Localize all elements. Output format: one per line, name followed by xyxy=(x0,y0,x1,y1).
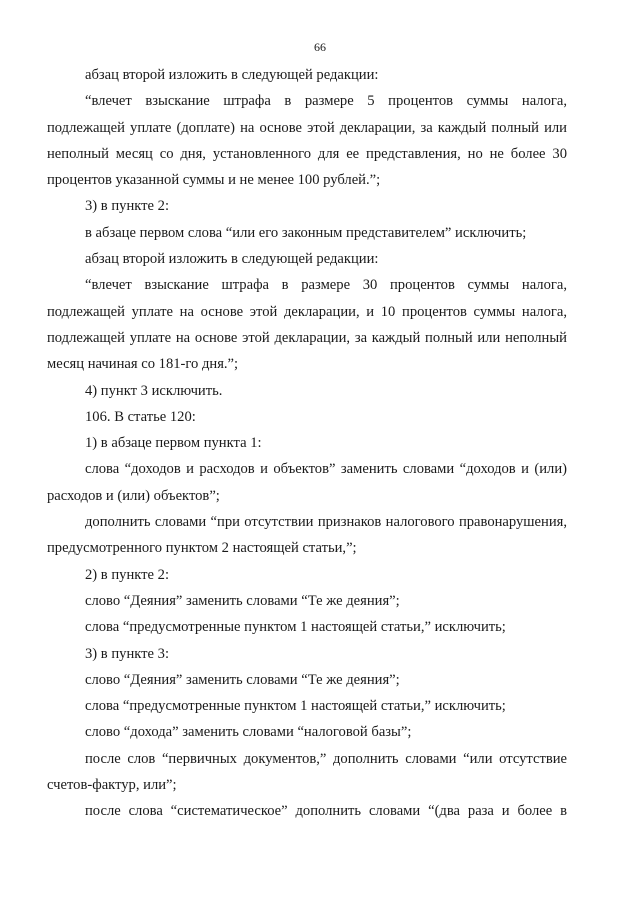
paragraph: 106. В статье 120: xyxy=(85,408,196,425)
paragraph: “влечет взыскание штрафа в размере 30 процентов суммы налога, подлежащей уплате на основе этой декларации, и 10 процентов суммы налога, подлежащей уплате на основе этой декларации, за каждый полный или неполный месяц начиная со 181-го дня.”; xyxy=(47,277,567,373)
paragraph: 4) пункт 3 исключить. xyxy=(85,382,223,399)
paragraph: 2) в пункте 2: xyxy=(85,566,170,583)
paragraph: в абзаце первом слова “или его законным представителем” исключить; xyxy=(85,224,527,241)
paragraph: слово “Деяния” заменить словами “Те же деяния”; xyxy=(85,592,400,609)
paragraph: 3) в пункте 3: xyxy=(85,645,170,662)
paragraph: абзац второй изложить в следующей редакции: xyxy=(85,251,379,268)
paragraph: после слова “систематическое” дополнить словами “(два раза и более в xyxy=(85,803,567,820)
page-number: 66 xyxy=(314,40,326,54)
paragraph: слово “Деяния” заменить словами “Те же деяния”; xyxy=(85,671,400,688)
document-body xyxy=(47,62,567,825)
paragraph: 3) в пункте 2: xyxy=(85,198,170,215)
paragraph: слова “доходов и расходов и объектов” заменить словами “доходов и (или) расходов и (или) объектов”; xyxy=(47,461,567,504)
paragraph: абзац второй изложить в следующей редакции: xyxy=(85,67,379,83)
paragraph: слова “предусмотренные пунктом 1 настоящей статьи,” исключить; xyxy=(85,698,506,715)
paragraph: дополнить словами “при отсутствии признаков налогового правонарушения, предусмотренного пунктом 2 настоящей статьи,”; xyxy=(47,514,567,557)
paragraph: “влечет взыскание штрафа в размере 5 процентов суммы налога, подлежащей уплате (доплате) на основе этой декларации, за каждый полный или неполный месяц со дня, установленного для ее представления, но не более 30 процентов указанной суммы и не менее 100 рублей.”; xyxy=(47,93,567,189)
paragraph: слова “предусмотренные пунктом 1 настоящей статьи,” исключить; xyxy=(85,619,506,636)
paragraph: после слов “первичных документов,” дополнить словами “или отсутствие счетов-фактур, или”; xyxy=(47,750,567,794)
paragraph: 1) в абзаце первом пункта 1: xyxy=(85,435,262,452)
paragraph: слово “дохода” заменить словами “налоговой базы”; xyxy=(85,724,412,741)
